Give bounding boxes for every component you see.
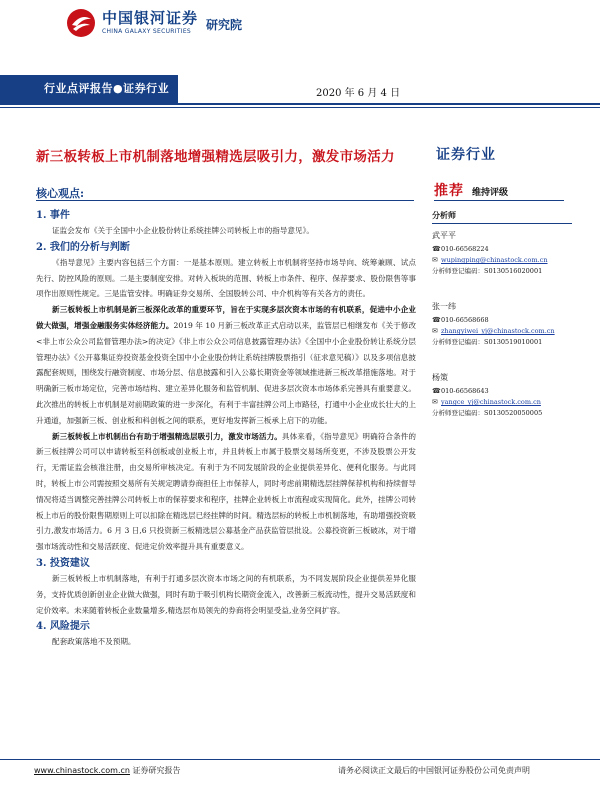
- rating-divider: [434, 200, 564, 201]
- rating-value: 维持评级: [472, 188, 509, 198]
- phone-icon: ☎: [432, 316, 441, 324]
- analyst-cert-label: 分析师登记编码：: [432, 267, 484, 275]
- core-views-label: 核心观点:: [36, 187, 85, 200]
- paragraph-lead-emphasis: 新三板转板上市机制是新三板深化改革的重要环节，旨在于实现多层次资本市场的有机联系，促进中小企业做大做强，增强金融服务实体经济能力。: [36, 305, 416, 330]
- section-heading-analysis: 2. 我们的分析与判断: [36, 241, 130, 253]
- brand-name-en: CHINA GALAXY SECURITIES: [102, 28, 192, 35]
- analyst-card: [432, 372, 572, 419]
- rating-label: 推荐: [434, 183, 464, 199]
- analyst-cert: S0130520050005: [484, 409, 543, 417]
- footer-left-suffix: 证券研究报告: [129, 766, 181, 775]
- report-date: 2020 年 6 月 4 日: [316, 88, 401, 99]
- section-paragraph: 新三板转板上市机制出台有助于增强精选层吸引力，激发市场活力。具体来看，《指导意见》明确符合条件的新三板挂牌公司可以申请转板至科创板或创业板上市，并且转板上市属于股票交易场所变更，不涉及股票公开发行，无需证监会核准注册，由交易所审核决定。有利于为不同发展阶段的企业提供差异化、便利化服务。与此同时，转板上市公司需按照交易所有关规定聘请券商担任上市保荐人，同时考虑前期精选层挂牌保荐机构和持续督导情况将适当调整完善挂牌公司转板上市的保荐要求和程序，挂牌企业转板上市流程或实现简化。此外，挂牌公司转板上市后的股份限售期原则上可以扣除在精选层已经挂牌的时间。精选层标的转板上市机制落地，有助增强投资吸引力,激发市场活力。6 月 3 日,6 只投资新三板精选层公募基金产品获监管层批设。公募投资新三板破冰，对于增强市场流动性和交易活跃度、促进定价效率提升具有重要意义。: [36, 431, 416, 552]
- report-body: [36, 209, 416, 650]
- section-paragraph: 新三板转板上市机制落地，有利于打通多层次资本市场之间的有机联系，为不同发展阶段企业提供差异化服务，支持优质创新创业企业做大做强，同时有助于吸引机构长期资金流入，改善新三板流动性，提升交易活跃度和定价效率。未来随着转板企业数量增多,精选层布局领先的券商将会明显受益,业务空间扩容。: [36, 573, 416, 615]
- section-paragraph: 证监会发布《关于全国中小企业股份转让系统挂牌公司转板上市的指导意见》。: [52, 226, 314, 235]
- analyst-email-link[interactable]: yangce_yj@chinastock.com.cn: [441, 398, 541, 406]
- section-paragraph: 《指导意见》主要内容包括三个方面：一是基本原则。建立转板上市机制将坚持市场导向、统筹兼顾、试点先行、防控风险的原则。二是主要制度安排。对转入板块的范围、转板上市条件、程序、保荐要求、股份限售等事项作出原则性规定。三是监管安排。明确证券交易所、全国股转公司、中介机构等有关各方的责任。: [36, 257, 416, 299]
- analyst-email-link[interactable]: wupingping@chinastock.com.cn: [441, 256, 548, 264]
- analyst-phone: 010-66568224: [441, 245, 489, 253]
- analyst-email-link[interactable]: zhangyiwei_yj@chinastock.com.cn: [441, 327, 555, 335]
- analyst-cert-label: 分析师登记编码：: [432, 409, 484, 417]
- section-paragraph: 配套政策落地不及预期。: [52, 637, 136, 647]
- email-icon: ✉: [432, 327, 438, 335]
- header-divider-thin: [0, 107, 600, 108]
- analyst-name: 杨策: [432, 373, 448, 382]
- phone-icon: ☎: [432, 387, 441, 395]
- section-paragraph: 新三板转板上市机制是新三板深化改革的重要环节，旨在于实现多层次资本市场的有机联系，促进中小企业做大做强，增强金融服务实体经济能力。2019 年 10 月新三板改革正式启动以来，监管层已相继发布《关于修改<非上市公众公司监督管理办法>的决定》《非上市公众公司信息披露管理办法》《全国中小企业股份转让系统分层管理办法》《公开募集证券投资基金投资全国中小企业股份转让系统挂牌股票指引（征求意见稿）》以及多项信息披露配套规则，围绕发行融资制度、市场分层、信息披露和引入公募长期资金等领域推进新三板改革措施落地。对于明确新三板市场定位，完善市场结构、建立差异化服务和监管机制、促进多层次资本市场体系完善具有重要意义。此次推出的转板上市机制是对前期政策的进一步深化，有利于丰富挂牌公司上市路径，打通中小企业成长壮大的上升通道，加强新三板、创业板和科创板之间的联系，更好地发挥新三板承上启下的功能。: [36, 305, 417, 425]
- report-type-banner: 行业点评报告●证券行业: [0, 75, 178, 103]
- analyst-cert: S0130516020001: [484, 267, 543, 275]
- section-heading-investment: 3. 投资建议: [36, 557, 90, 569]
- analyst-phone: 010-66568668: [441, 316, 489, 324]
- analyst-card: [432, 301, 572, 348]
- core-divider: [36, 200, 414, 201]
- analyst-phone: 010-66568643: [441, 387, 489, 395]
- analyst-name: 武平平: [432, 231, 456, 240]
- email-icon: ✉: [432, 398, 438, 406]
- footer-site-link[interactable]: www.chinastock.com.cn: [34, 766, 130, 775]
- brand-institute: 研究院: [206, 17, 243, 32]
- brand-name-cn: 中国银河证券: [102, 9, 199, 27]
- footer-left: [34, 765, 181, 776]
- analyst-card: [432, 230, 572, 277]
- section-heading-event: 1. 事件: [36, 210, 70, 221]
- industry-label: 证券行业: [436, 147, 496, 163]
- analyst-name: 张一纬: [432, 302, 456, 311]
- paragraph-lead-emphasis: 新三板转板上市机制出台有助于增强精选层吸引力，激发市场活力。: [52, 431, 282, 441]
- analyst-cert-label: 分析师登记编码：: [432, 338, 484, 346]
- email-icon: ✉: [432, 256, 438, 264]
- report-headline: 新三板转板上市机制落地增强精选层吸引力，激发市场活力: [36, 149, 395, 165]
- analyst-sidebar: [432, 210, 572, 443]
- footer-divider: [0, 759, 600, 760]
- analyst-title: 分析师: [432, 210, 572, 224]
- phone-icon: ☎: [432, 245, 441, 253]
- section-heading-risk: 4. 风险提示: [36, 621, 90, 633]
- galaxy-logo-icon: [66, 8, 96, 38]
- footer-disclaimer: 请务必阅读正文最后的中国银河证券股份公司免责声明: [338, 766, 530, 775]
- header-divider: [0, 103, 600, 105]
- rating-block: [434, 180, 508, 200]
- brand-logo: [66, 8, 242, 38]
- analyst-cert: S0130519010001: [484, 338, 543, 346]
